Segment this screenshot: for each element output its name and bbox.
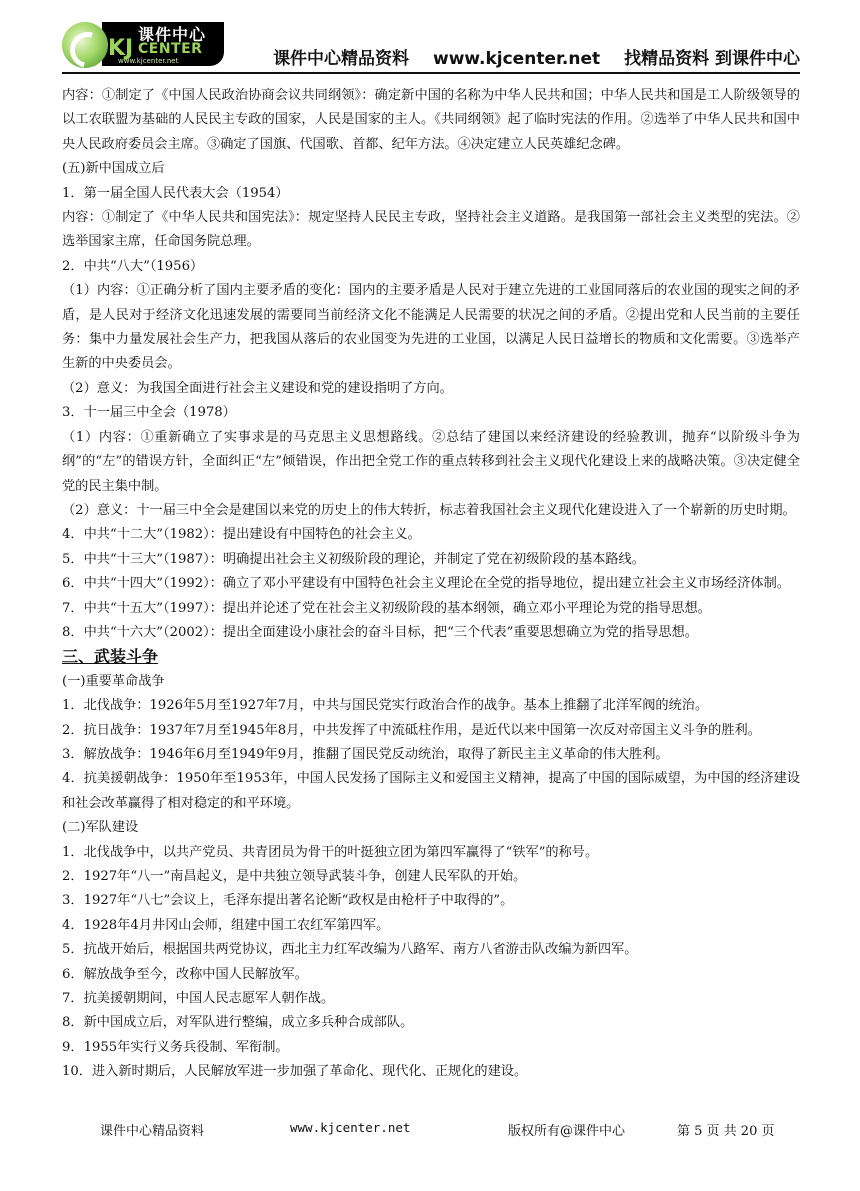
list-item: 4．抗美援朝战争：1950年至1953年，中国人民发扬了国际主义和爱国主义精神，提高了中国的国际威望，为中国的经济建设和社会改革赢得了相对稳定的和平环境。 xyxy=(62,771,800,811)
paragraph: （1）内容：①正确分析了国内主要矛盾的变化：国内的主要矛盾是人民对于建立先进的工业国同落后的农业国的现实之间的矛盾，是人民对于经济文化迅速发展的需要同当前经济文化不能满足人民需要的状况之间的矛盾。②提出党和人民当前的主要任务：集中力量发展社会生产力，把我国从落后的农业国变为先进的工业国，以满足人民日益增长的物质和文化需要。③选举产生新的中央委员会。 xyxy=(62,283,800,372)
header-tagline xyxy=(255,44,800,69)
list-item: 1．北伐战争中，以共产党员、共青团员为骨干的叶挺独立团为第四军赢得了“铁军”的称号。 xyxy=(62,844,599,860)
list-item: 6．中共“十四大”（1992）：确立了邓小平建设有中国特色社会主义理论在全党的指导地位，提出建立社会主义市场经济体制。 xyxy=(62,576,790,592)
header-tagline-url: www.kjcenter.net xyxy=(432,49,601,69)
list-item: 6．解放战争至今，改称中国人民解放军。 xyxy=(62,966,308,982)
list-item: 5．抗战开始后，根据国共两党协议，西北主力红军改编为八路军、南方八省游击队改编为新四军。 xyxy=(62,942,638,958)
subsection-heading: (一)重要革命战争 xyxy=(62,673,165,689)
footer-url: www.kjcenter.net xyxy=(290,1120,411,1135)
paragraph: 内容：①制定了《中国人民政治协商会议共同纲领》：确定新中国的名称为中华人民共和国；中华人民共和国是工人阶级领导的以工农联盟为基础的人民民主专政的国家，人民是国家的主人。《共同纲领》起了临时宪法的作用。②选举了中华人民共和国中央人民政府委员会主席。③确定了国旗、代国歌、首都、纪年方法。④决定建立人民英雄纪念碑。 xyxy=(62,88,800,152)
list-item: 9．1955年实行义务兵役制、军衔制。 xyxy=(62,1039,289,1055)
list-item: 8．新中国成立后，对军队进行整编，成立多兵种合成部队。 xyxy=(62,1015,414,1031)
footer-label: 课件中心精品资料 xyxy=(100,1124,205,1139)
list-item: 5．中共“十三大”（1987）：明确提出社会主义初级阶段的理论，并制定了党在初级阶段的基本路线。 xyxy=(62,551,645,567)
list-item: 1．北伐战争：1926年5月至1927年7月，中共与国民党实行政治合作的战争。基本上推翻了北洋军阀的统治。 xyxy=(62,698,709,714)
logo-url-text: www.kjcenter.net xyxy=(118,57,179,65)
list-item: 7．抗美援朝期间，中国人民志愿军人朝作战。 xyxy=(62,991,335,1007)
paragraph: 内容：①制定了《中华人民共和国宪法》：规定坚持人民民主专政，坚持社会主义道路。是我国第一部社会主义类型的宪法。②选举国家主席，任命国务院总理。 xyxy=(62,210,800,250)
list-item: 2．抗日战争：1937年7月至1945年8月，中共发挥了中流砥柱作用，是近代以来中国第一次反对帝国主义斗争的胜利。 xyxy=(62,722,761,738)
subsection-heading: (二)军队建设 xyxy=(62,820,139,836)
subsection-heading: (五)新中国成立后 xyxy=(62,161,165,177)
list-item: 10．进入新时期后，人民解放军进一步加强了革命化、现代化、正规化的建设。 xyxy=(62,1064,528,1080)
page-header xyxy=(62,18,800,74)
section-title: 三、武装斗争 xyxy=(62,647,159,667)
paragraph: （2）意义：为我国全面进行社会主义建设和党的建设指明了方向。 xyxy=(62,380,453,396)
item-heading: 1．第一届全国人民代表大会（1954） xyxy=(62,185,289,201)
item-heading: 2．中共“八大”（1956） xyxy=(62,258,204,274)
list-item: 4．中共“十二大”（1982）：提出建设有中国特色的社会主义。 xyxy=(62,527,421,543)
logo-center-text: CENTER xyxy=(138,41,203,57)
list-item: 3．1927年“八七”会议上，毛泽东提出著名论断“政权是由枪杆子中取得的”。 xyxy=(62,893,514,909)
logo-chinese-text: 课件中心 xyxy=(138,25,207,44)
list-item: 2．1927年“八一”南昌起义，是中共独立领导武装斗争，创建人民军队的开始。 xyxy=(62,869,527,884)
header-tagline-1: 课件中心精品资料 xyxy=(273,49,410,69)
page-footer xyxy=(100,1120,800,1140)
paragraph: （2）意义：十一届三中全会是建国以来党的历史上的伟大转折，标志着我国社会主义现代化建设进入了一个崭新的历史时期。 xyxy=(62,502,796,518)
logo-kj-text: KJ xyxy=(108,36,134,61)
list-item: 4．1928年4月井冈山会师，组建中国工农红军第四军。 xyxy=(62,917,390,933)
list-item: 7．中共“十五大”（1997）：提出并论述了党在社会主义初级阶段的基本纲领，确立邓小平理论为党的指导思想。 xyxy=(62,600,711,616)
footer-page-number: 第 5 页 共 20 页 xyxy=(677,1124,775,1139)
list-item: 8．中共“十六大”（2002）：提出全面建设小康社会的奋斗目标，把“三个代表”重要思想确立为党的指导思想。 xyxy=(62,624,698,640)
header-tagline-3: 找精品资料 到课件中心 xyxy=(624,49,800,69)
list-item: 3．解放战争：1946年6月至1949年9月，推翻了国民党反动统治，取得了新民主主义革命的伟大胜利。 xyxy=(62,746,669,762)
item-heading: 3．十一届三中全会（1978） xyxy=(62,405,236,421)
paragraph: （1）内容：①重新确立了实事求是的马克思主义思想路线。②总结了建国以来经济建设的经验教训，抛弃“以阶级斗争为纲”的“左”的错误方针，全面纠正“左”倾错误，作出把全党工作的重点转移到社会主义现代化建设上来的战略决策。③决定健全党的民主集中制。 xyxy=(62,429,800,494)
document-body xyxy=(62,84,800,1085)
footer-copyright: 版权所有@课件中心 xyxy=(508,1124,626,1139)
kjcenter-logo xyxy=(62,18,224,70)
